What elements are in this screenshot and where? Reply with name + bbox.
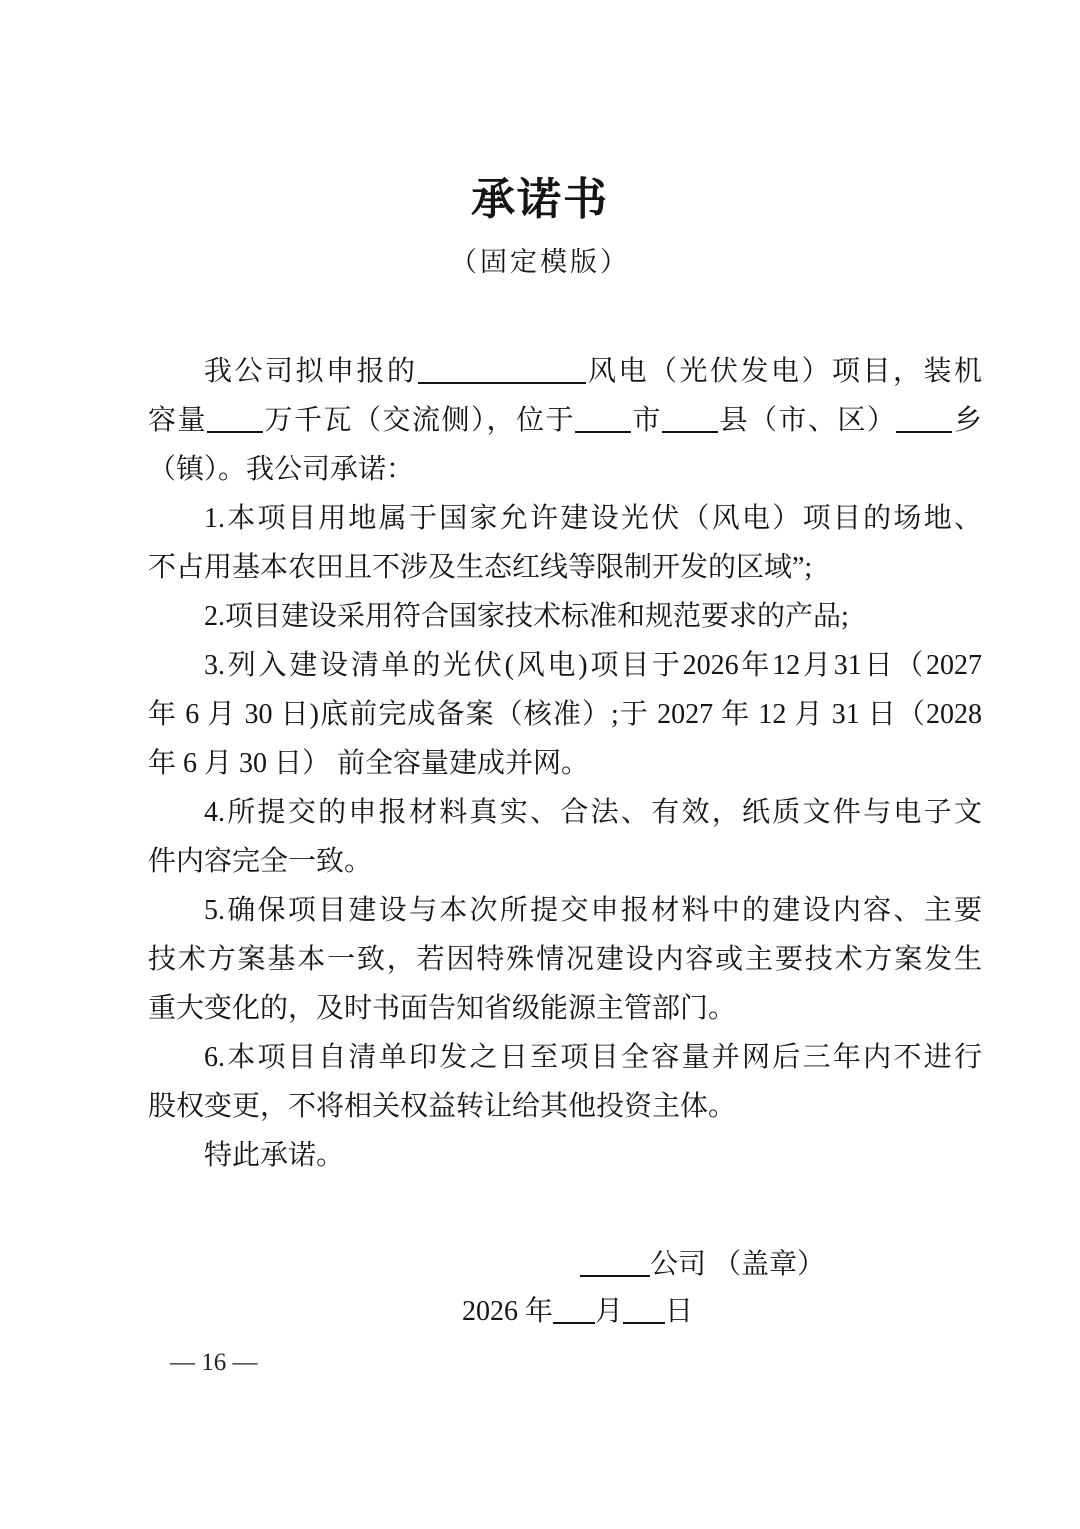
closing-line: [148, 1131, 982, 1180]
text-line: 2.项目建设采用符合国家技术标准和规范要求的产品;: [204, 601, 849, 632]
text-line: 件内容完全一致。: [148, 846, 373, 877]
item-6: [148, 1033, 982, 1131]
fill-in-blank: [575, 431, 631, 433]
document-title: 承诺书: [471, 175, 609, 224]
text-line: 技术方案基本一致，若因特殊情况建设内容或主要技术方案发生: [148, 944, 982, 975]
signature-company-line: 公司 （盖章）: [580, 1240, 825, 1289]
fill-in-blank: [553, 1322, 595, 1324]
text-line: 不占用基本农田且不涉及生态红线等限制开发的区域”;: [148, 552, 813, 583]
text-line: 5.确保项目建设与本次所提交申报材料中的建设内容、主要: [204, 895, 982, 926]
text-line: 我公司拟申报的 风电（光伏发电）项目，装机: [204, 356, 982, 387]
text-line: 重大变化的，及时书面告知省级能源主管部门。: [148, 993, 737, 1024]
item-1: [148, 494, 982, 592]
fill-in-blank: [580, 1275, 650, 1277]
text-line: 年 6 月 30 日） 前全容量建成并网。: [148, 748, 590, 779]
text-line: 4.所提交的申报材料真实、合法、有效，纸质文件与电子文: [204, 797, 982, 828]
text-line: 股权变更，不将相关权益转让给其他投资主体。: [148, 1091, 737, 1122]
fill-in-blank: [662, 431, 718, 433]
text-line: 年 6 月 30 日)底前完成备案（核准）;于 2027 年 12 月 31 日（2028: [148, 699, 982, 730]
signature-date-line: 2026 年 月 日: [462, 1296, 694, 1327]
fill-in-blank: [418, 382, 586, 384]
document-body: [148, 347, 982, 1180]
text-line: 6.本项目自清单印发之日至项目全容量并网后三年内不进行: [204, 1042, 982, 1073]
fill-in-blank: [207, 431, 263, 433]
text-line: （镇）。我公司承诺：: [148, 454, 415, 485]
item-3: [148, 641, 982, 788]
fill-in-blank: [623, 1322, 665, 1324]
text-line: 3.列入建设清单的光伏(风电)项目于2026年12月31日（2027: [204, 650, 982, 681]
intro-paragraph: [148, 347, 982, 494]
fill-in-blank: [896, 431, 952, 433]
item-4: [148, 788, 982, 886]
document-subtitle: （固定模版）: [450, 247, 630, 277]
item-2: [148, 592, 982, 641]
text-line: 特此承诺。: [204, 1140, 345, 1171]
text-line: 1.本项目用地属于国家允许建设光伏（风电）项目的场地、: [204, 503, 982, 534]
item-5: [148, 886, 982, 1033]
page-number: — 16 —: [170, 1349, 258, 1376]
text-line: 容量 万千瓦（交流侧），位于 市 县（市、区） 乡: [148, 405, 982, 436]
